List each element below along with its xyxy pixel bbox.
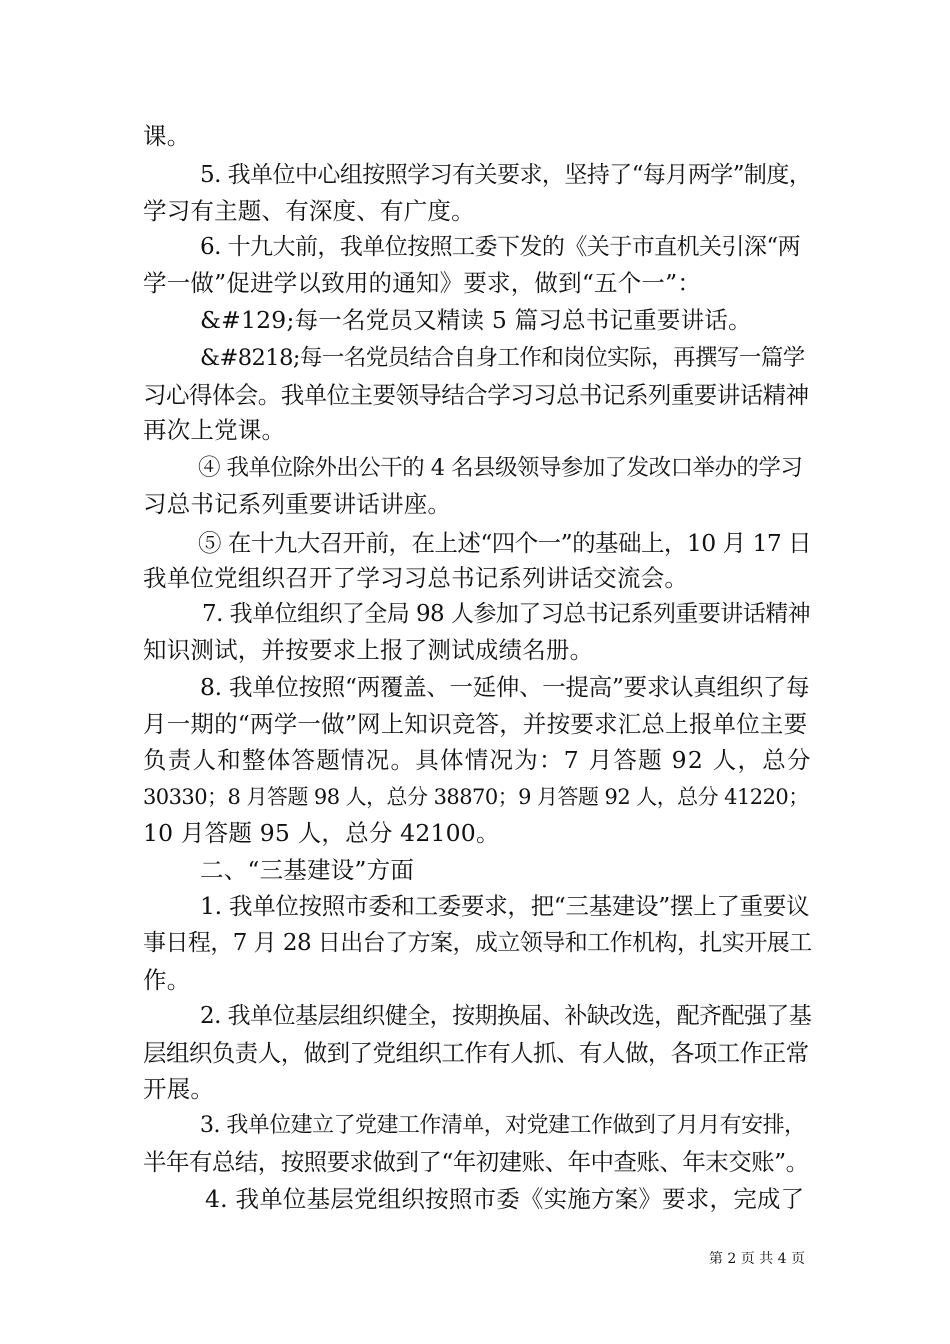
- text-line: 学习有主题、有深度、有广度。: [143, 197, 475, 225]
- text-line: 半年有总结，按照要求做到了“年初建账、年中查账、年末交账”。: [143, 1148, 809, 1176]
- text-line: 课。: [143, 122, 191, 150]
- text-line: ⑤ 在十九大召开前，在上述“四个一”的基础上，10 月 17 日: [198, 529, 812, 557]
- text-line: 4. 我单位基层党组织按照市委《实施方案》要求，完成了: [205, 1185, 805, 1213]
- text-line: &#8218;每一名党员结合自身工作和岗位实际，再撰写一篇学: [200, 345, 805, 371]
- text-line: 作。: [143, 966, 191, 994]
- text-line: 层组织负责人，做到了党组织工作有人抓、有人做，各项工作正常: [143, 1039, 809, 1067]
- text-line: 习总书记系列重要讲话讲座。: [143, 490, 452, 518]
- text-line: 负责人和整体答题情况。具体情况为：7 月答题 92 人，总分: [143, 746, 812, 774]
- text-line: 10 月答题 95 人，总分 42100。: [143, 819, 500, 847]
- text-line: 8. 我单位按照“两覆盖、一延伸、一提高”要求认真组织了每: [200, 673, 810, 701]
- text-line: ④ 我单位除外出公干的 4 名县级领导参加了发改口举办的学习: [198, 455, 803, 481]
- text-line: 月一期的“两学一做”网上知识竞答，并按要求汇总上报单位主要: [143, 710, 808, 738]
- text-line: 5. 我单位中心组按照学习有关要求，坚持了“每月两学”制度，: [200, 162, 812, 188]
- text-line: 6. 十九大前，我单位按照工委下发的《关于市直机关引深“两: [200, 234, 801, 260]
- text-line: 学一做”促进学以致用的通知》要求，做到“五个一”：: [143, 269, 702, 297]
- text-line: 开展。: [143, 1075, 215, 1103]
- text-line: 7. 我单位组织了全局 98 人参加了习总书记系列重要讲话精神: [202, 601, 811, 627]
- text-line: 1. 我单位按照市委和工委要求，把“三基建设”摆上了重要议: [200, 892, 810, 920]
- text-line: &#129;每一名党员又精读 5 篇习总书记重要讲话。: [200, 306, 752, 334]
- text-line: 知识测试，并按要求上报了测试成绩名册。: [143, 636, 594, 664]
- text-line: 习心得体会。我单位主要领导结合学习习总书记系列重要讲话精神: [143, 381, 809, 409]
- text-line: 事日程，7 月 28 日出台了方案，成立领导和工作机构，扎实开展工: [143, 930, 812, 956]
- section-heading: 二、“三基建设”方面: [200, 856, 415, 884]
- text-line: 我单位党组织召开了学习习总书记系列讲话交流会。: [143, 564, 689, 592]
- text-line: 3. 我单位建立了党建工作清单，对党建工作做到了月月有安排，: [200, 1113, 806, 1138]
- text-line: 30330；8 月答题 98 人，总分 38870；9 月答题 92 人，总分 41220；: [143, 785, 809, 809]
- text-line: 再次上党课。: [143, 416, 286, 444]
- page-number: 第 2 页 共 4 页: [708, 1251, 805, 1267]
- text-line: 2. 我单位基层组织健全，按期换届、补缺改选，配齐配强了基: [200, 1003, 812, 1029]
